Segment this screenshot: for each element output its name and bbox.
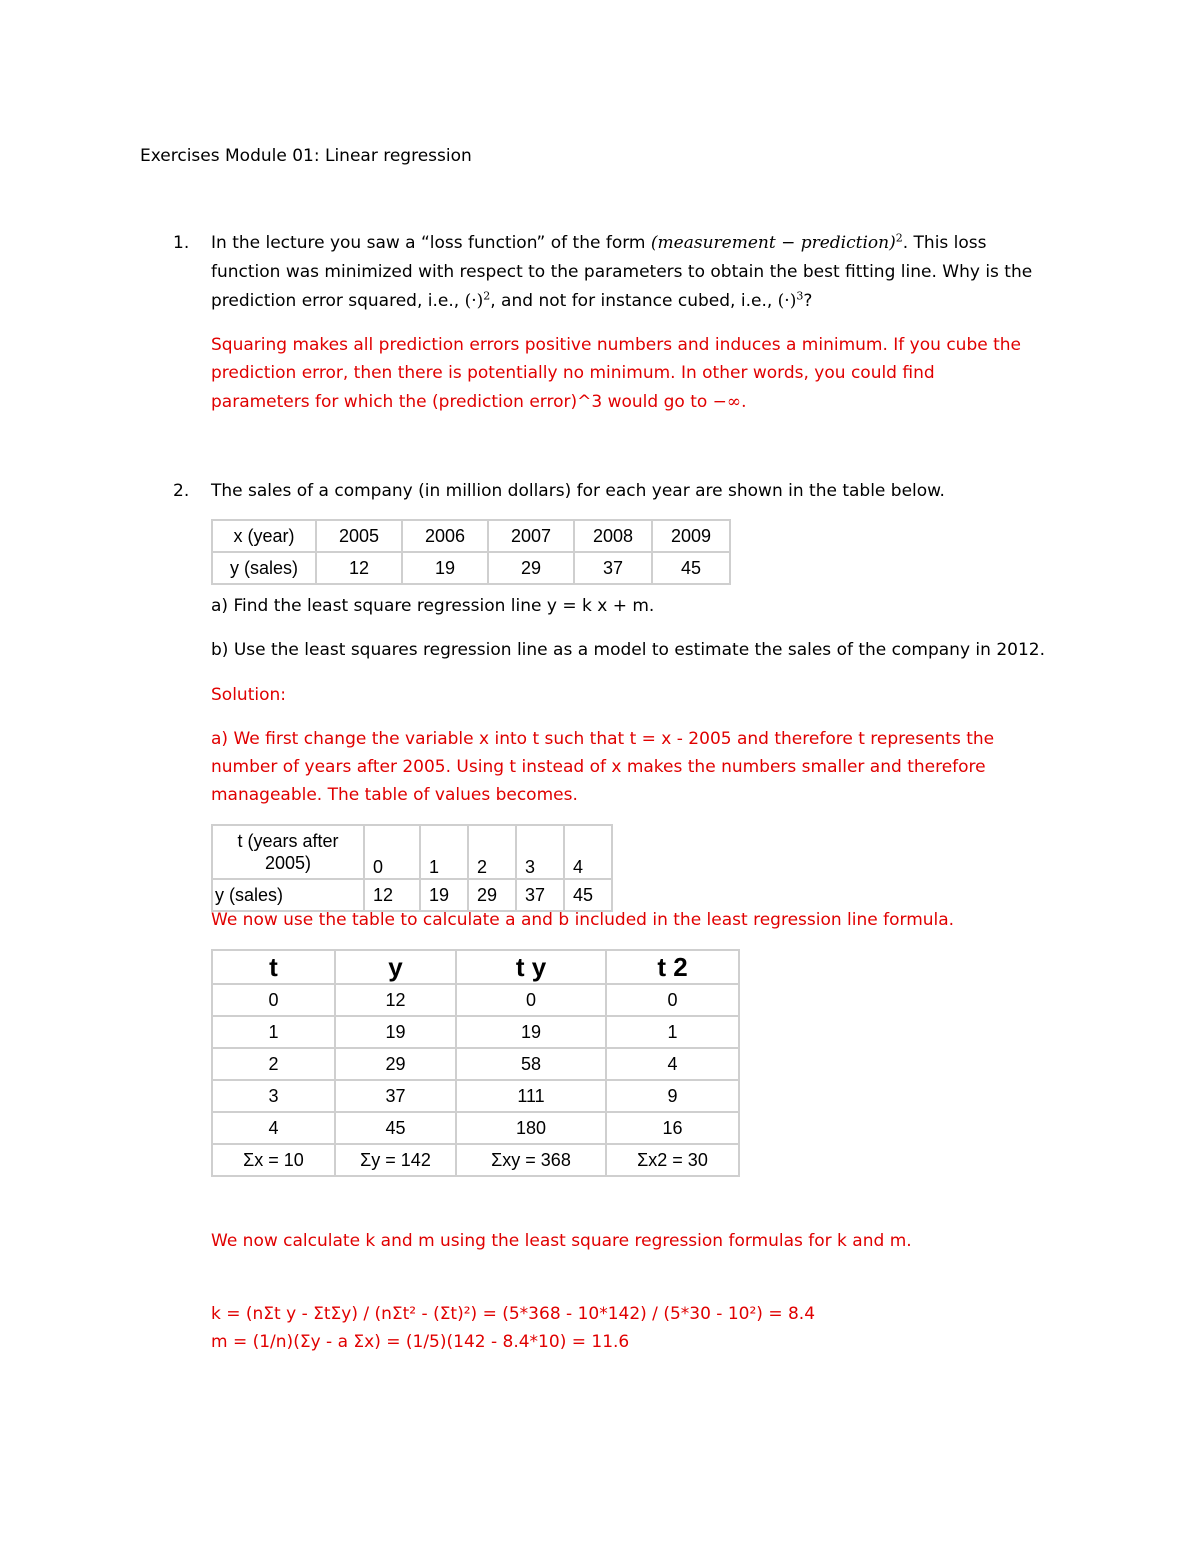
question-mark: ? — [803, 291, 813, 311]
table-header-t-line-2: 2005) — [264, 853, 312, 873]
sales-table — [211, 519, 731, 585]
table-sum-cell: Σxy = 368 — [456, 1144, 606, 1176]
table-header-t-line-1: t (years after — [237, 831, 339, 851]
question-1-number: 1. — [173, 233, 190, 253]
table-cell-t: 1 — [420, 825, 468, 879]
part-b-question: b) Use the least squares regression line as a model to estimate the sales of the company in 2012. — [211, 640, 1045, 660]
table-intro: We now use the table to calculate a and b included in the least regression line formula. — [211, 910, 955, 930]
table-header: t — [212, 950, 335, 984]
cubed-paren: (·) — [777, 291, 797, 311]
table-cell-year: 2009 — [652, 520, 730, 552]
table-cell-year: 2007 — [488, 520, 574, 552]
answer-1-line-2: prediction error, then there is potentially no minimum. In other words, you could find — [211, 363, 935, 383]
table-cell: 4 — [606, 1048, 739, 1080]
question-1-line-2: function was minimized with respect to the parameters to obtain the best fitting line. Why is the — [211, 262, 1033, 282]
table-cell: 3 — [212, 1080, 335, 1112]
solution-a-line-3: manageable. The table of values becomes. — [211, 785, 578, 805]
solution-a-line-1: a) We first change the variable x into t such that t = x - 2005 and therefore t represents the — [211, 729, 995, 749]
table-header-x: x (year) — [212, 520, 316, 552]
squared-exponent: 2 — [483, 289, 491, 303]
table-cell: 9 — [606, 1080, 739, 1112]
solution-label: Solution: — [211, 685, 286, 705]
table-cell-year: 2005 — [316, 520, 402, 552]
table-cell: 0 — [212, 984, 335, 1016]
table-cell-y: 37 — [516, 879, 564, 911]
calculation-table — [211, 949, 740, 1177]
table-cell-sales: 12 — [316, 552, 402, 584]
answer-1-line-1: Squaring makes all prediction errors positive numbers and induces a minimum. If you cube the — [211, 335, 1021, 355]
table-cell-sales: 29 — [488, 552, 574, 584]
table-cell-t: 4 — [564, 825, 612, 879]
answer-1-line-3-a: parameters for which the (prediction error)^3 would go to — [211, 392, 713, 412]
table-cell-sales: 37 — [574, 552, 652, 584]
table-cell: 1 — [212, 1016, 335, 1048]
table-header: y — [335, 950, 456, 984]
table-cell-t: 3 — [516, 825, 564, 879]
table-cell-sales: 45 — [652, 552, 730, 584]
answer-1-line-3 — [211, 388, 746, 416]
squared-paren: (·) — [464, 291, 484, 311]
table-header-y: y (sales) — [212, 879, 364, 911]
table-cell-y: 29 — [468, 879, 516, 911]
table-cell: 58 — [456, 1048, 606, 1080]
table-cell: 1 — [606, 1016, 739, 1048]
transformed-table — [211, 824, 613, 912]
solution-a-line-2: number of years after 2005. Using t instead of x makes the numbers smaller and therefore — [211, 757, 986, 777]
table-cell-sales: 19 — [402, 552, 488, 584]
table-header-y: y (sales) — [212, 552, 316, 584]
table-cell: 180 — [456, 1112, 606, 1144]
table-cell-year: 2006 — [402, 520, 488, 552]
question-1-text-a: In the lecture you saw a “loss function” of the form — [211, 233, 651, 253]
cubed-exponent: 3 — [796, 289, 804, 303]
calculation-intro: We now calculate k and m using the least square regression formulas for k and m. — [211, 1231, 912, 1251]
table-cell-t: 0 — [364, 825, 420, 879]
question-1-text-b: . This loss — [902, 233, 987, 253]
question-2-intro: The sales of a company (in million dollars) for each year are shown in the table below. — [211, 481, 945, 501]
table-header: t 2 — [606, 950, 739, 984]
table-cell-year: 2008 — [574, 520, 652, 552]
part-a-question: a) Find the least square regression line y = k x + m. — [211, 596, 655, 616]
page-title: Exercises Module 01: Linear regression — [140, 146, 472, 166]
table-cell: 12 — [335, 984, 456, 1016]
table-cell: 19 — [456, 1016, 606, 1048]
table-cell-t: 2 — [468, 825, 516, 879]
question-2-number: 2. — [173, 481, 190, 501]
table-cell: 0 — [606, 984, 739, 1016]
loss-exponent: 2 — [895, 231, 903, 245]
loss-expression: (measurement − prediction) — [650, 233, 896, 253]
table-cell-y: 12 — [364, 879, 420, 911]
table-sum-cell: Σx2 = 30 — [606, 1144, 739, 1176]
table-cell: 4 — [212, 1112, 335, 1144]
k-formula: k = (nΣt y - ΣtΣy) / (nΣt² - (Σt)²) = (5*368 - 10*142) / (5*30 - 10²) = 8.4 — [211, 1304, 816, 1324]
table-cell-y: 45 — [564, 879, 612, 911]
table-cell: 0 — [456, 984, 606, 1016]
table-sum-cell: Σy = 142 — [335, 1144, 456, 1176]
question-1-line-1 — [211, 229, 987, 257]
table-header-t — [212, 825, 364, 879]
minus-infinity: −∞. — [712, 392, 747, 412]
table-cell: 2 — [212, 1048, 335, 1080]
table-cell: 111 — [456, 1080, 606, 1112]
table-cell: 19 — [335, 1016, 456, 1048]
table-cell: 37 — [335, 1080, 456, 1112]
table-cell: 16 — [606, 1112, 739, 1144]
question-1-line-3-b: , and not for instance cubed, i.e., — [490, 291, 778, 311]
table-sum-cell: Σx = 10 — [212, 1144, 335, 1176]
table-cell: 29 — [335, 1048, 456, 1080]
table-cell-y: 19 — [420, 879, 468, 911]
table-header: t y — [456, 950, 606, 984]
question-1-line-3 — [211, 287, 812, 315]
question-1-line-3-a: prediction error squared, i.e., — [211, 291, 465, 311]
m-formula: m = (1/n)(Σy - a Σx) = (1/5)(142 - 8.4*10) = 11.6 — [211, 1332, 630, 1352]
table-cell: 45 — [335, 1112, 456, 1144]
